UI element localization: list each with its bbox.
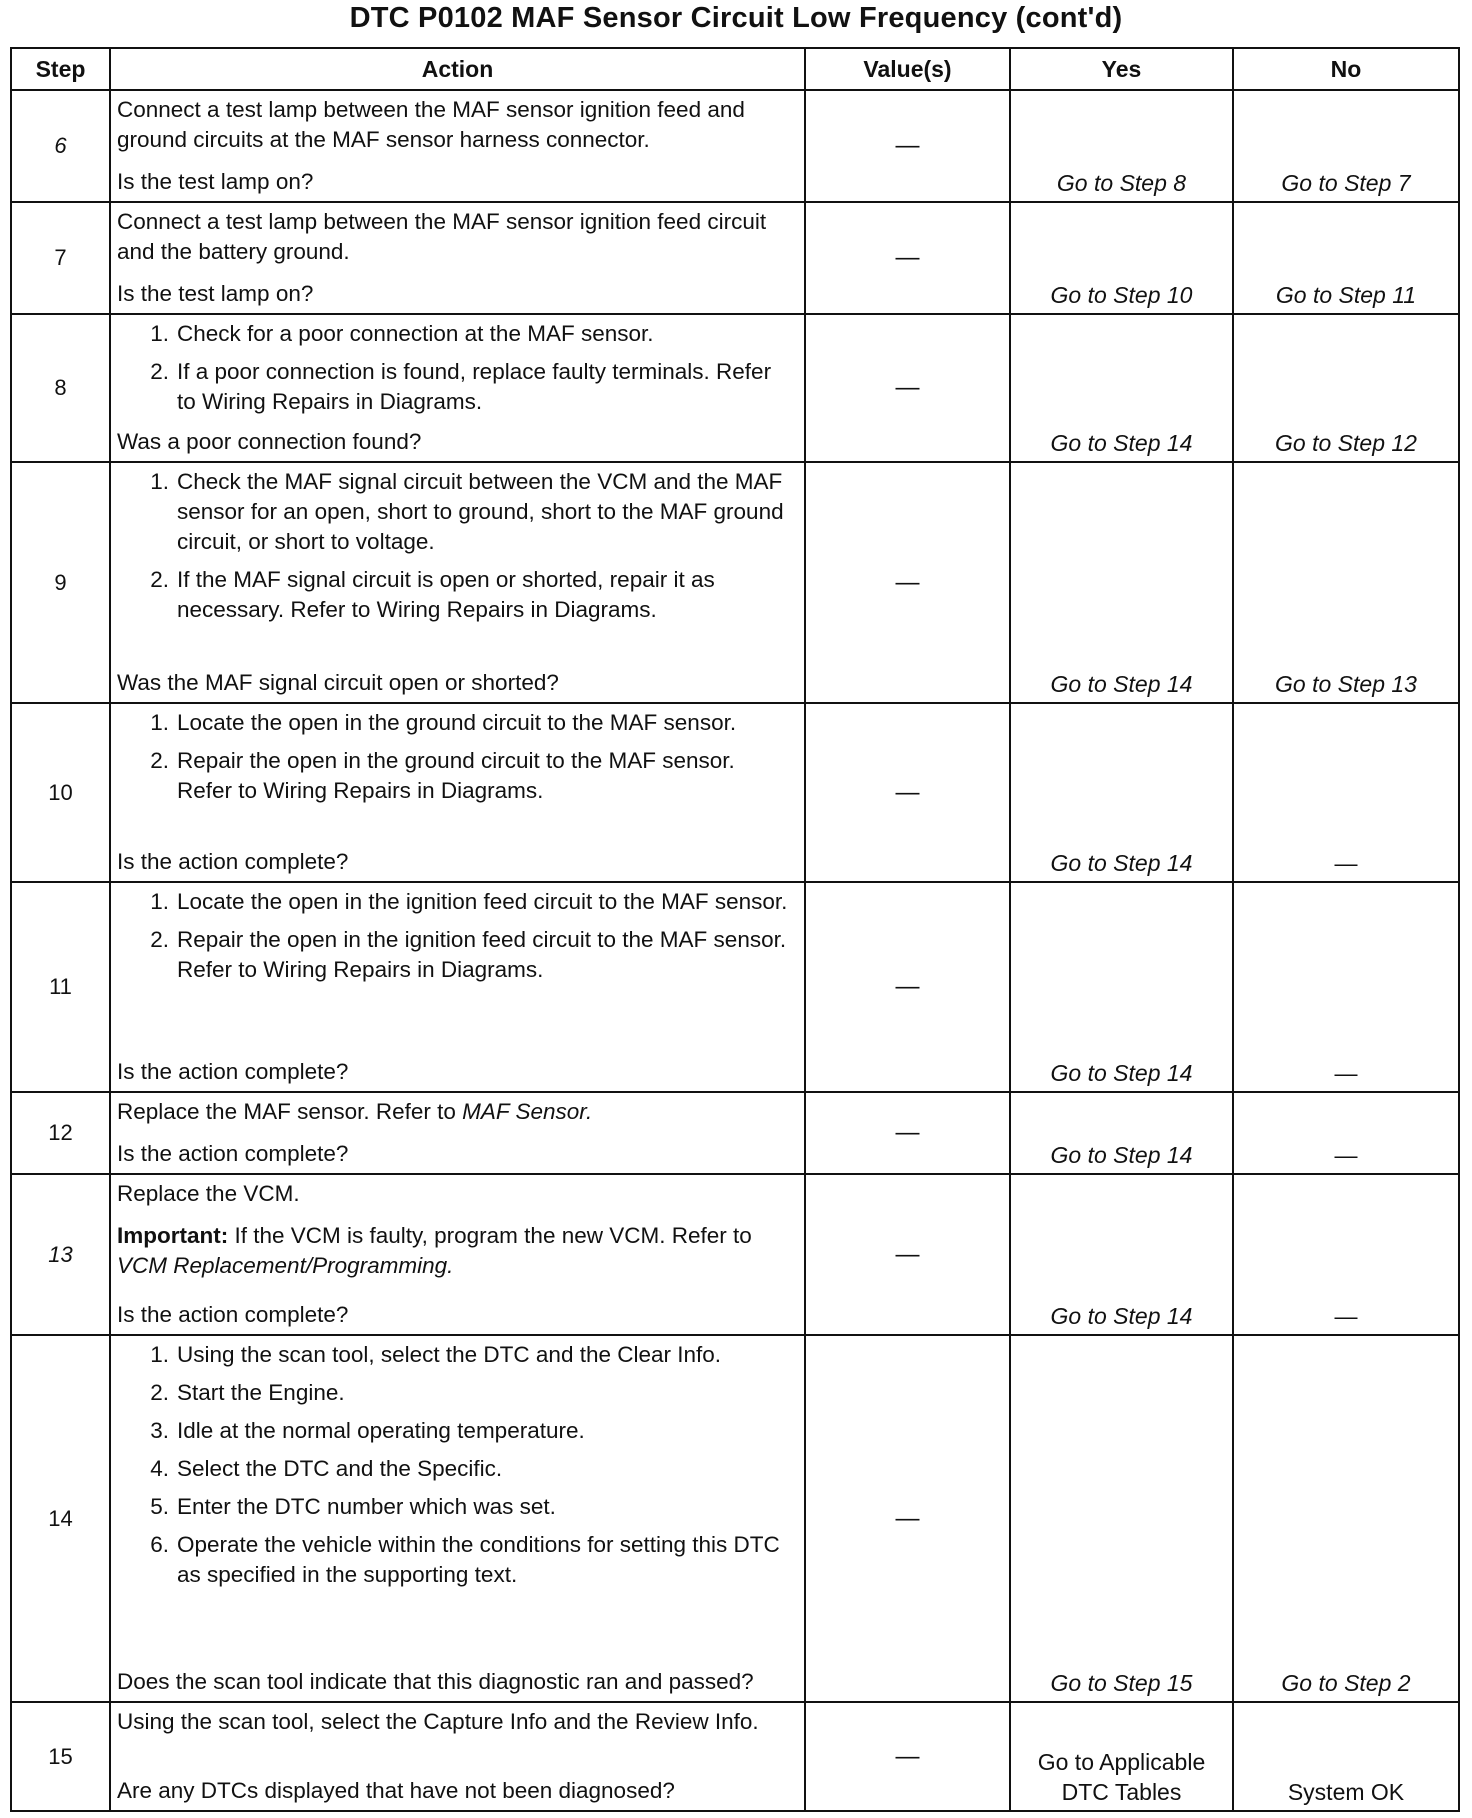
- value-cell: —: [805, 703, 1010, 882]
- table-row: [11, 882, 1459, 1092]
- step-number: 7: [11, 202, 110, 314]
- step-number: 14: [11, 1335, 110, 1702]
- no-cell: Go to Step 12: [1233, 314, 1459, 462]
- action-cell: [110, 314, 805, 462]
- step-number: 12: [11, 1092, 110, 1174]
- action-text: Using the scan tool, select the Capture Info and the Review Info.: [117, 1709, 759, 1734]
- value-cell: —: [805, 1092, 1010, 1174]
- important-note: Important: If the VCM is faulty, program the new VCM. Refer to VCM Replacement/Programming.: [117, 1223, 752, 1278]
- action-text: Connect a test lamp between the MAF sensor ignition feed circuit and the battery ground.: [117, 209, 767, 264]
- no-cell: —: [1233, 882, 1459, 1092]
- action-question: Is the test lamp on?: [117, 281, 314, 306]
- action-question: Does the scan tool indicate that this diagnostic ran and passed?: [117, 1669, 754, 1694]
- list-item: 4. Select the DTC and the Specific.: [150, 1456, 503, 1481]
- list-item: 1. Using the scan tool, select the DTC and the Clear Info.: [150, 1342, 722, 1367]
- page-title: DTC P0102 MAF Sensor Circuit Low Frequency (cont'd): [349, 2, 1123, 34]
- yes-cell: Go to Step 14: [1010, 462, 1233, 703]
- action-cell: [110, 1174, 805, 1335]
- header-row: [11, 48, 1459, 90]
- no-cell: Go to Step 13: [1233, 462, 1459, 703]
- action-question: Is the action complete?: [117, 849, 349, 874]
- no-cell: Go to Step 11: [1233, 202, 1459, 314]
- header-no: No: [1233, 48, 1459, 90]
- step-number: 9: [11, 462, 110, 703]
- value-cell: —: [805, 1335, 1010, 1702]
- diagnostic-table: [10, 47, 1460, 1812]
- yes-cell: Go to Step 14: [1010, 1092, 1233, 1174]
- action-question: Was a poor connection found?: [117, 429, 422, 454]
- list-item: 2. If the MAF signal circuit is open or shorted, repair it as necessary. Refer to Wiring Repairs in Diagrams.: [150, 567, 715, 622]
- action-question: Is the action complete?: [117, 1141, 349, 1166]
- list-item: 2. Repair the open in the ground circuit to the MAF sensor. Refer to Wiring Repairs in Diagrams.: [150, 748, 735, 803]
- table-row: [11, 1174, 1459, 1335]
- yes-cell: Go to Step 14: [1010, 882, 1233, 1092]
- header-action: Action: [110, 48, 805, 90]
- action-question: Are any DTCs displayed that have not been diagnosed?: [117, 1778, 675, 1803]
- table-row: [11, 462, 1459, 703]
- action-cell: [110, 202, 805, 314]
- action-question: Is the action complete?: [117, 1059, 349, 1084]
- action-cell: [110, 882, 805, 1092]
- value-cell: —: [805, 90, 1010, 202]
- no-cell: Go to Step 7: [1233, 90, 1459, 202]
- value-cell: —: [805, 314, 1010, 462]
- list-item: 1. Locate the open in the ground circuit to the MAF sensor.: [150, 710, 737, 735]
- action-cell: [110, 462, 805, 703]
- list-item: 2. Start the Engine.: [150, 1380, 345, 1405]
- yes-cell: Go to Step 14: [1010, 314, 1233, 462]
- list-item: 2. Repair the open in the ignition feed circuit to the MAF sensor. Refer to Wiring Repairs in Diagrams.: [150, 927, 787, 982]
- action-question: Was the MAF signal circuit open or shorted?: [117, 670, 559, 695]
- no-cell: —: [1233, 1174, 1459, 1335]
- list-item: 6. Operate the vehicle within the conditions for setting this DTC as specified in the supporting text.: [150, 1532, 780, 1587]
- action-question: Is the test lamp on?: [117, 169, 314, 194]
- action-text: Replace the MAF sensor. Refer to MAF Sensor.: [117, 1099, 593, 1124]
- table-row: [11, 314, 1459, 462]
- action-cell: [110, 1092, 805, 1174]
- step-number: 15: [11, 1702, 110, 1811]
- list-item: 2. If a poor connection is found, replace faulty terminals. Refer to Wiring Repairs in Diagrams.: [150, 359, 772, 414]
- list-item: 5. Enter the DTC number which was set.: [150, 1494, 556, 1519]
- action-cell: [110, 1335, 805, 1702]
- value-cell: —: [805, 1174, 1010, 1335]
- yes-cell: Go to Applicable DTC Tables: [1010, 1702, 1233, 1811]
- action-text: Connect a test lamp between the MAF sensor ignition feed and ground circuits at the MAF sensor harness connector.: [117, 97, 745, 152]
- value-cell: —: [805, 882, 1010, 1092]
- action-cell: [110, 703, 805, 882]
- table-row: [11, 1702, 1459, 1811]
- value-cell: —: [805, 462, 1010, 703]
- step-number: 6: [11, 90, 110, 202]
- step-number: 11: [11, 882, 110, 1092]
- yes-cell: Go to Step 15: [1010, 1335, 1233, 1702]
- action-cell: [110, 90, 805, 202]
- yes-cell: Go to Step 10: [1010, 202, 1233, 314]
- value-cell: —: [805, 1702, 1010, 1811]
- table-row: [11, 90, 1459, 202]
- no-cell: System OK: [1233, 1702, 1459, 1811]
- table-row: [11, 202, 1459, 314]
- value-cell: —: [805, 202, 1010, 314]
- yes-cell: Go to Step 14: [1010, 703, 1233, 882]
- no-cell: Go to Step 2: [1233, 1335, 1459, 1702]
- action-cell: [110, 1702, 805, 1811]
- no-cell: —: [1233, 1092, 1459, 1174]
- header-values: Value(s): [805, 48, 1010, 90]
- header-step: Step: [11, 48, 110, 90]
- list-item: 1. Check for a poor connection at the MAF sensor.: [150, 321, 654, 346]
- step-number: 8: [11, 314, 110, 462]
- action-text: Replace the VCM.: [117, 1181, 300, 1206]
- table-row: [11, 1092, 1459, 1174]
- no-cell: —: [1233, 703, 1459, 882]
- table-row: [11, 1335, 1459, 1702]
- yes-cell: Go to Step 8: [1010, 90, 1233, 202]
- table-row: [11, 703, 1459, 882]
- list-item: 1. Check the MAF signal circuit between the VCM and the MAF sensor for an open, short to ground, short to the MAF ground circuit, or short to voltage.: [150, 469, 784, 554]
- list-item: 3. Idle at the normal operating temperature.: [150, 1418, 585, 1443]
- header-yes: Yes: [1010, 48, 1233, 90]
- action-question: Is the action complete?: [117, 1302, 349, 1327]
- yes-cell: Go to Step 14: [1010, 1174, 1233, 1335]
- list-item: 1. Locate the open in the ignition feed circuit to the MAF sensor.: [150, 889, 788, 914]
- step-number: 10: [11, 703, 110, 882]
- step-number: 13: [11, 1174, 110, 1335]
